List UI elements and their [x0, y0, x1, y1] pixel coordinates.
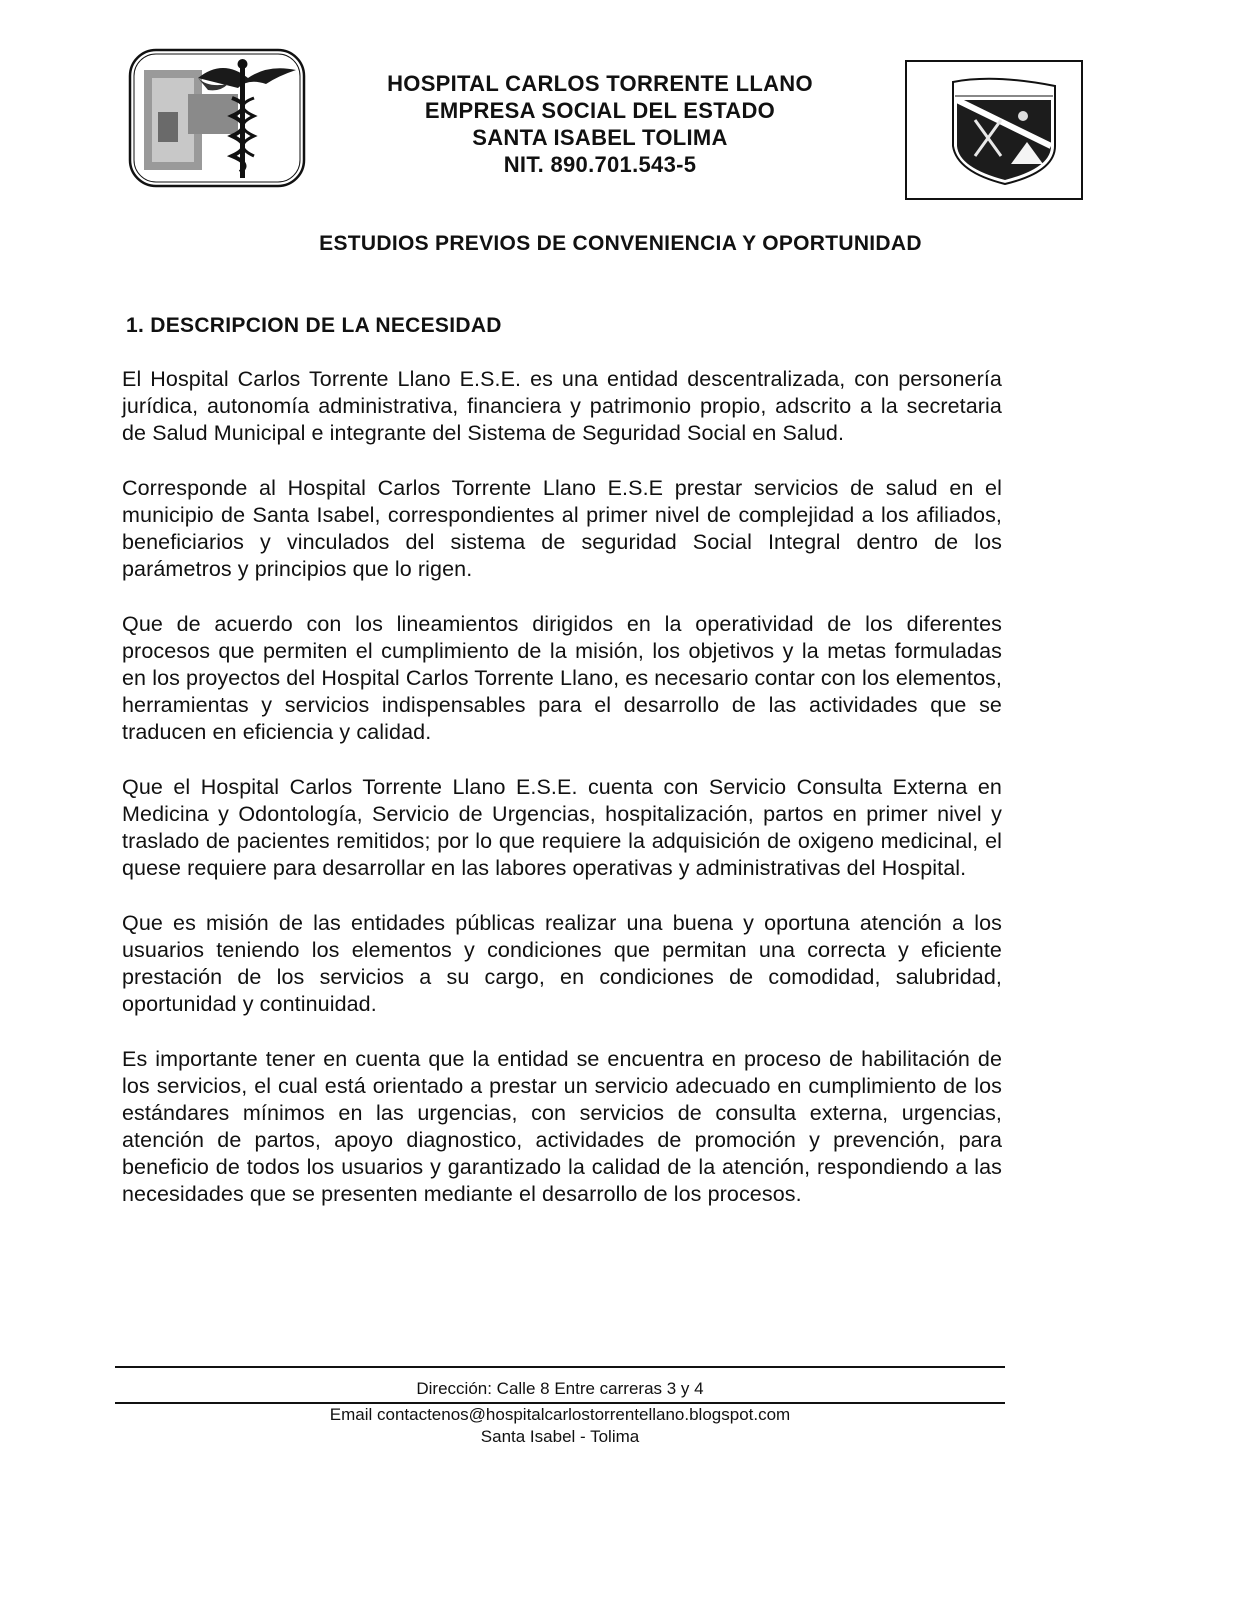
- footer-divider: [115, 1366, 1005, 1368]
- paragraph: Corresponde al Hospital Carlos Torrente Llano E.S.E prestar servicios de salud en el municipio de Santa Isabel, correspondientes al primer nivel de complejidad a los afiliados, beneficiarios y vinculados del sistema de seguridad Social Integral dentro de los parámetros y principios que lo rigen.: [122, 476, 1002, 581]
- footer-email: Email contactenos@hospitalcarlostorrentellano.blogspot.com: [329, 1405, 791, 1424]
- paragraph: Que es misión de las entidades públicas realizar una buena y oportuna atención a los usuarios teniendo los elementos y condiciones que permitan una correcta y eficiente prestación de los servicios a su cargo, en condiciones de comodidad, salubridad, oportunidad y continuidad.: [122, 911, 1002, 1016]
- municipal-shield-icon: [905, 60, 1083, 200]
- entity-type: EMPRESA SOCIAL DEL ESTADO: [424, 98, 776, 123]
- paragraph: Es importante tener en cuenta que la entidad se encuentra en proceso de habilitación de los servicios, el cual está orientado a prestar un servicio adecuado en cumplimiento de los estándares mínimos en las urgencias, con servicios de consulta externa, urgencias, atención de partos, apoyo diagnostico, actividades de promoción y prevención, para beneficio de todos los usuarios y garantizado la calidad de la atención, respondiendo a las necesidades que se presenten mediante el desarrollo de los procesos.: [122, 1047, 1002, 1206]
- letterhead: [330, 70, 870, 178]
- footer-city: Santa Isabel - Tolima: [480, 1427, 640, 1446]
- nit-number: NIT. 890.701.543-5: [503, 152, 697, 177]
- footer-address: Dirección: Calle 8 Entre carreras 3 y 4: [416, 1379, 704, 1398]
- body-text: [122, 366, 1002, 1236]
- hospital-name: HOSPITAL CARLOS TORRENTE LLANO: [387, 71, 813, 96]
- hospital-caduceus-logo-icon: [128, 48, 306, 188]
- paragraph: Que el Hospital Carlos Torrente Llano E.S.E. cuenta con Servicio Consulta Externa en Medicina y Odontología, Servicio de Urgencias, hospitalización, partos en primer nivel y traslado de pacientes remitidos; por lo que requiere la adquisición de oxigeno medicinal, el quese requiere para desarrollar en las labores operativas y administrativas del Hospital.: [122, 775, 1002, 880]
- document-title: ESTUDIOS PREVIOS DE CONVENIENCIA Y OPORTUNIDAD: [319, 232, 922, 255]
- paragraph: Que de acuerdo con los lineamientos dirigidos en la operatividad de los diferentes procesos que permiten el cumplimiento de la misión, los objetivos y la metas formuladas en los proyectos del Hospital Carlos Torrente Llano, es necesario contar con los elementos, herramientas y servicios indispensables para el desarrollo de las actividades que se traducen en eficiencia y calidad.: [122, 612, 1002, 744]
- paragraph: El Hospital Carlos Torrente Llano E.S.E. es una entidad descentralizada, con personería jurídica, autonomía administrativa, financiera y patrimonio propio, adscrito a la secretaria de Salud Municipal e integrante del Sistema de Seguridad Social en Salud.: [122, 367, 1002, 445]
- section-title: 1. DESCRIPCION DE LA NECESIDAD: [126, 314, 502, 337]
- location: SANTA ISABEL TOLIMA: [472, 125, 728, 150]
